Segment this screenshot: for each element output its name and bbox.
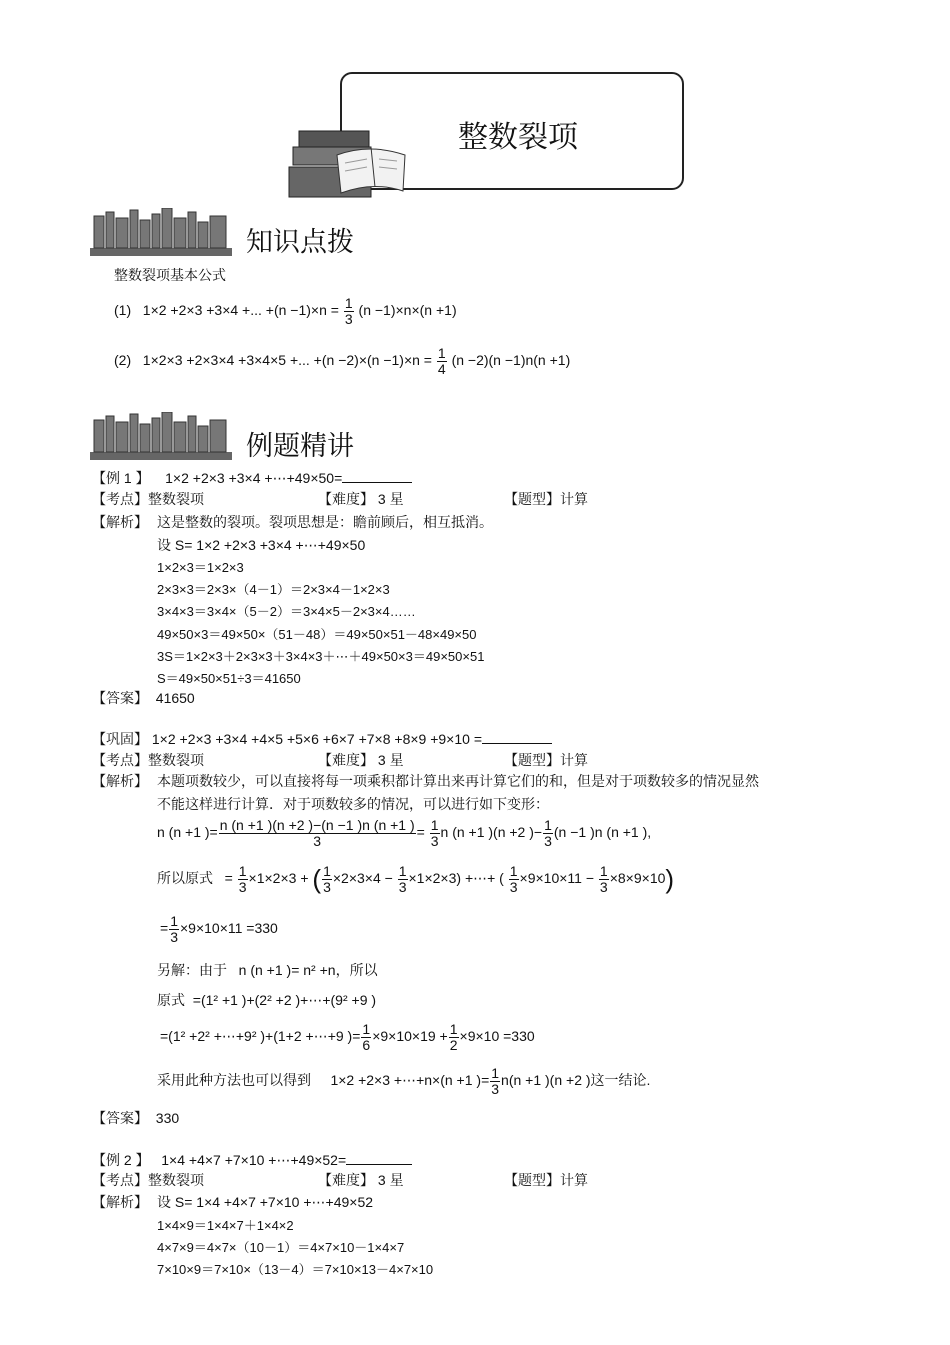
consolidate-meta: 【考点】整数裂项 [92, 752, 204, 768]
books-illustration [285, 125, 425, 205]
solution-line: 本题项数较少，可以直接将每一项乘积都计算出来再计算它们的和，但是对于项数较多的情况显然 [157, 773, 759, 789]
solution-line: 3×4×3＝3×4×（5－2）＝3×4×5－2×3×4…… [157, 604, 416, 619]
books-banner-icon [90, 412, 232, 462]
books-banner-icon [90, 208, 232, 258]
solution-line: 1×2×3＝1×2×3 [157, 560, 244, 575]
example-2-type: 【题型】计算 [504, 1172, 588, 1188]
solution-line: 2×3×3＝2×3×（4－1）＝2×3×4－1×2×3 [157, 582, 390, 597]
consolidate-type: 【题型】计算 [504, 752, 588, 768]
example-1-difficulty: 【难度】 3 星 [318, 491, 404, 507]
alternative-solution: 另解：由于 n (n +1 )= n² +n，所以 [157, 962, 378, 978]
section-heading-knowledge: 知识点拨 [246, 227, 354, 258]
solution-line: 设 S= 1×2 +2×3 +3×4 +⋯+49×50 [157, 537, 366, 553]
example-1-solution-label: 【解析】 [92, 514, 148, 530]
consolidate-difficulty: 【难度】 3 星 [318, 752, 404, 768]
solution-line: 不能这样进行计算．对于项数较多的情况，可以进行如下变形： [157, 796, 549, 812]
example-1-meta: 【考点】整数裂项 [92, 491, 204, 507]
solution-line: S＝49×50×51÷3＝41650 [157, 671, 301, 686]
example-1-answer: 【答案】 41650 [92, 690, 195, 706]
solution-line: 1×4×9＝1×4×7＋1×4×2 [157, 1218, 294, 1233]
consolidate-question: 【巩固】 1×2 +2×3 +3×4 +4×5 +5×6 +6×7 +7×8 +8×9 +9×10 = [92, 729, 552, 749]
solution-line: 4×7×9＝4×7×（10－1）＝4×7×10－1×4×7 [157, 1240, 405, 1255]
alternative-result: =(1² +2² +⋯+9² )+(1+2 +⋯+9 )= $\frac{1}{6}$ ×9×10×19 + $\frac{1}{2}$ ×9×10 =330 [160, 1021, 535, 1053]
example-2-meta: 【考点】整数裂项 [92, 1172, 204, 1188]
consolidate-answer: 【答案】 330 [92, 1110, 180, 1126]
solution-line: 7×10×9＝7×10×（13－4）＝7×10×13－4×7×10 [157, 1262, 434, 1277]
consolidate-solution-label: 【解析】 [92, 773, 148, 789]
solution-line: 3S＝1×2×3＋2×3×3＋3×4×3＋⋯＋49×50×3＝49×50×51 [157, 649, 485, 664]
example-2-difficulty: 【难度】 3 星 [318, 1172, 404, 1188]
solution-line: 设 S= 1×4 +4×7 +7×10 +⋯+49×52 [157, 1194, 374, 1210]
conclusion-line: 采用此种方法也可以得到 1×2 +2×3 +⋯+n×(n +1 )= $\frac{1}{3}$ n(n +1 )(n +2 )这一结论. [157, 1065, 651, 1097]
example-1-question: 【例 1 】 1×2 +2×3 +3×4 +⋯+49×50= [92, 468, 412, 488]
solution-line: 这是整数的裂项。裂项思想是：瞻前顾后，相互抵消。 [157, 514, 493, 530]
page-title: 整数裂项 [458, 120, 578, 155]
solution-line: 49×50×3＝49×50×（51－48）＝49×50×51－48×49×50 [157, 627, 477, 642]
alternative-line: 原式 =(1² +1 )+(2² +2 )+⋯+(9² +9 ) [157, 992, 377, 1008]
equation-transform: n (n +1 )= $\frac{n (n +1 )(n +2 )-(n -1 )n (n +1 )}{3}$ = $\frac{1}{3}$ n (n +1 )(n +2 )− $\frac{1}{3}$ (n −1 )n (n +1 ), [157, 817, 652, 849]
section-heading-examples: 例题精讲 [246, 431, 354, 462]
example-1-type: 【题型】计算 [504, 491, 588, 507]
equation-original: 所以原式 = $\frac{1}{3}$ ×1×2×3 + ( $\frac{1}{3}$ ×2×3×4 − $\frac{1}{3}$ ×1×2×3) +⋯+ ( $\frac{1}{3}$ ×9×10×11 − $\frac{1}{3}$ ×8×9×10) [157, 863, 675, 895]
example-2-question: 【例 2 】 1×4 +4×7 +7×10 +⋯+49×52= [92, 1150, 412, 1170]
formula-subtitle: 整数裂项基本公式 [114, 267, 226, 283]
example-2-solution-label: 【解析】 [92, 1194, 148, 1210]
equation-result: = $\frac{1}{3}$ ×9×10×11 =330 [160, 913, 278, 945]
formula-1: (1) 1×2 +2×3 +3×4 +... +(n −1)×n = $\frac{1}{3}$ (n −1)×n×(n +1) [114, 295, 457, 327]
formula-2: (2) 1×2×3 +2×3×4 +3×4×5 +... +(n −2)×(n −1)×n = $\frac{1}{4}$ (n −2)(n −1)n(n +1) [114, 345, 571, 377]
